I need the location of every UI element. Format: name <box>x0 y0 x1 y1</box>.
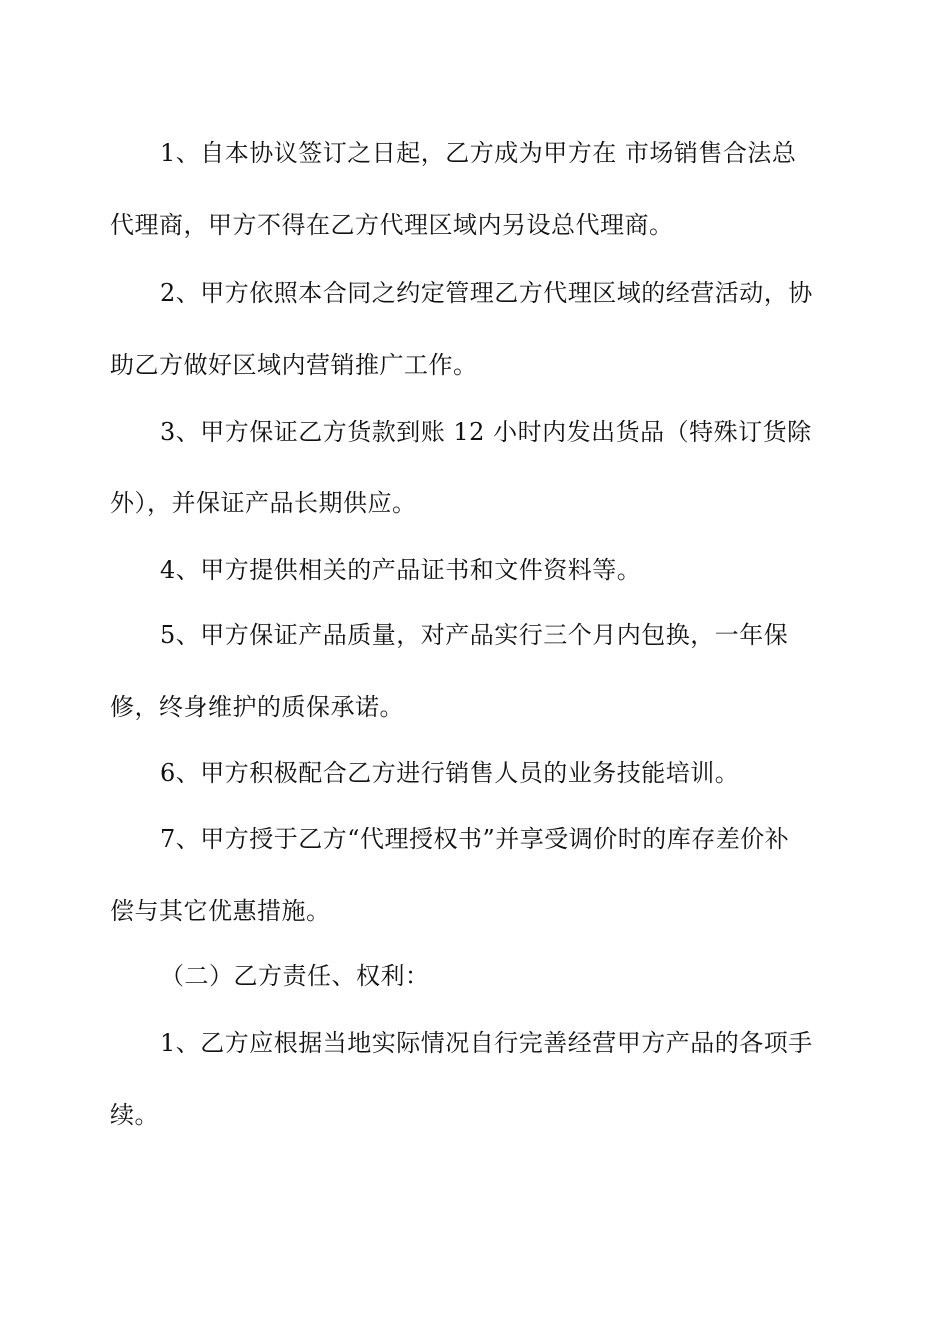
clause-3-line-1: 3、甲方保证乙方货款到账 12 小时内发出货品（特殊订货除 <box>160 418 812 446</box>
clause-3-line-2: 外），并保证产品长期供应。 <box>110 489 417 517</box>
clause-7-line-1: 7、甲方授于乙方“代理授权书”并享受调价时的库存差价补 <box>160 825 790 853</box>
clause-1-line-2: 代理商，甲方不得在乙方代理区域内另设总代理商。 <box>110 211 674 239</box>
clause-2-line-1: 2、甲方依照本合同之约定管理乙方代理区域的经营活动，协 <box>160 279 813 307</box>
clause-5-line-1: 5、甲方保证产品质量，对产品实行三个月内包换，一年保 <box>160 621 789 649</box>
clause-5-line-2: 修，终身维护的质保承诺。 <box>110 693 404 721</box>
clause-6-line-1: 6、甲方积极配合乙方进行销售人员的业务技能培训。 <box>160 759 740 787</box>
clause-4-line-1: 4、甲方提供相关的产品证书和文件资料等。 <box>160 556 642 584</box>
clause-1-line-1: 1、自本协议签订之日起，乙方成为甲方在 市场销售合法总 <box>160 139 797 167</box>
party-b-clause-1-line-2: 续。 <box>110 1101 159 1129</box>
party-b-clause-1-line-1: 1、乙方应根据当地实际情况自行完善经营甲方产品的各项手 <box>160 1029 813 1057</box>
clause-2-line-2: 助乙方做好区域内营销推广工作。 <box>110 351 478 379</box>
clause-7-line-2: 偿与其它优惠措施。 <box>110 897 331 925</box>
section-heading: （二）乙方责任、权利： <box>160 962 430 990</box>
